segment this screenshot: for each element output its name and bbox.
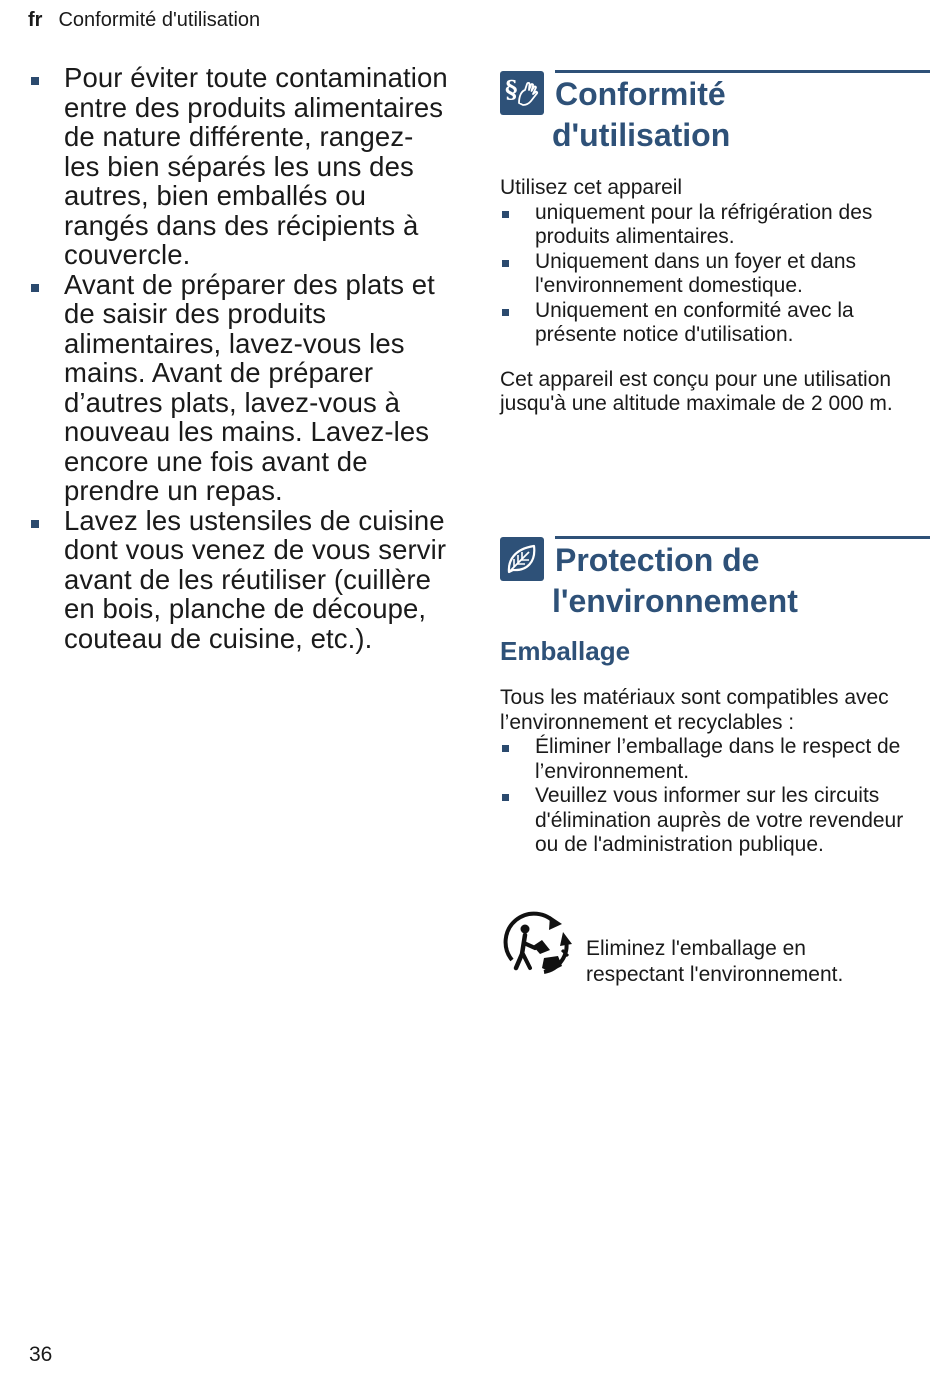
recycle-person-icon (500, 910, 574, 984)
conformity-section (500, 70, 930, 415)
section-rule (555, 70, 930, 73)
section-header (500, 536, 930, 632)
section-header (500, 70, 930, 166)
svg-text:§: § (505, 75, 518, 104)
list-item: Avant de préparer des plats et de saisir des produits alimentaires, lavez-vous les mains. Avant de préparer d’autres plats, lavez-vous à nouveau les mains. Lavez-les encore une fois avant de prendre un repas. (28, 270, 448, 506)
recycle-caption: Eliminez l'emballage en respectant l'environnement. (586, 937, 844, 986)
usage-list (500, 201, 930, 348)
packaging-intro: Tous les matériaux sont compatibles avec l’environnement et recyclables : (500, 686, 889, 734)
packaging-subheading: Emballage (500, 636, 631, 666)
usage-intro: Utilisez cet appareil (500, 176, 683, 199)
language-code: fr (28, 9, 43, 31)
page-number: 36 (29, 1343, 53, 1366)
packaging-list (500, 735, 930, 858)
list-item: Uniquement dans un foyer et dans l'environnement domestique. (500, 250, 930, 299)
altitude-note: Cet appareil est conçu pour une utilisation jusqu'à une altitude maximale de 2 000 m. (500, 367, 893, 415)
list-item: Pour éviter toute contamination entre des produits alimentaires de nature différente, rangez-les bien séparés les uns des autres, bien emballés ou rangés dans des récipients à couvercle. (28, 63, 448, 270)
hygiene-list (28, 63, 448, 653)
list-item: Veuillez vous informer sur les circuits d'élimination auprès de votre revendeur ou de l'administration publique. (500, 784, 930, 858)
section-rule (555, 536, 930, 539)
left-column (28, 63, 448, 653)
page-header (28, 9, 260, 32)
environment-section (500, 536, 930, 856)
list-item: Éliminer l’emballage dans le respect de l’environnement. (500, 735, 930, 784)
paragraph-hand-icon (500, 71, 544, 115)
leaf-icon (500, 537, 544, 581)
list-item: Uniquement en conformité avec la présente notice d'utilisation. (500, 299, 930, 348)
list-item: Lavez les ustensiles de cuisine dont vous venez de vous servir avant de les réutiliser (cuillère en bois, planche de découpe, couteau de cuisine, etc.). (28, 506, 448, 654)
section-title: Conformité d'utilisation (552, 76, 731, 153)
header-title: Conformité d'utilisation (58, 9, 261, 31)
list-item: uniquement pour la réfrigération des produits alimentaires. (500, 201, 930, 250)
section-title: Protection de l'environnement (552, 542, 798, 619)
